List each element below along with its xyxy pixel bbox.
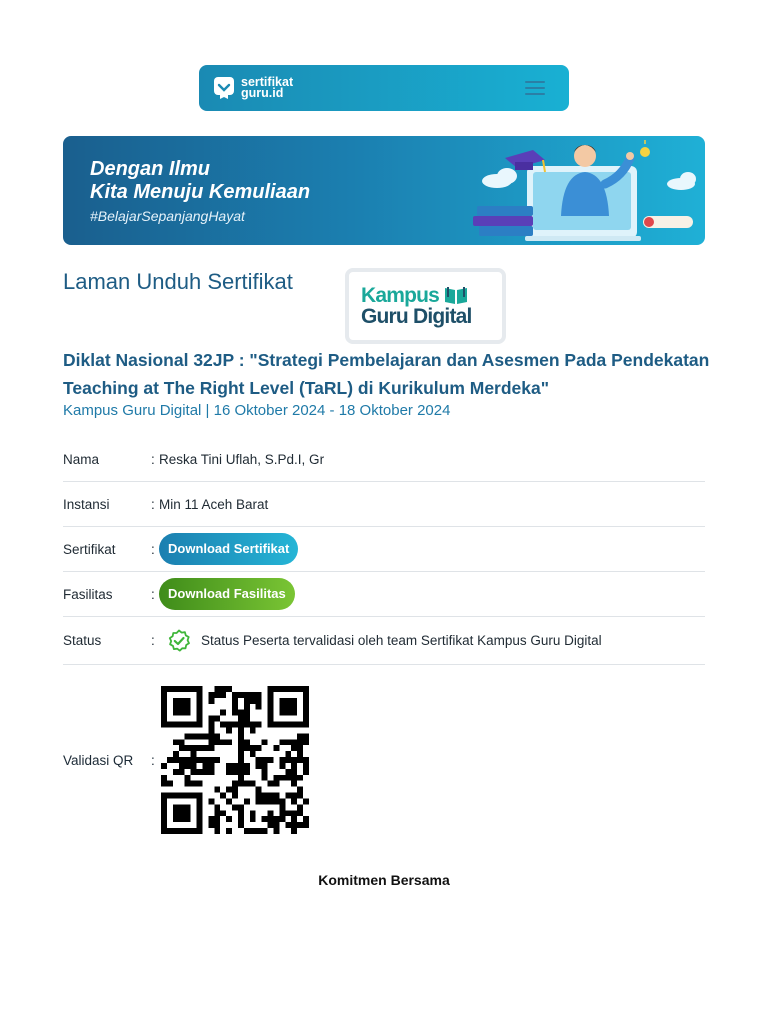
banner-hashtag: #BelajarSepanjangHayat (90, 208, 245, 224)
nama-label: Nama (63, 452, 100, 467)
detail-row-nama (63, 438, 705, 482)
instansi-value: Min 11 Aceh Barat (159, 496, 269, 512)
page-title: Laman Unduh Sertifikat (63, 269, 293, 294)
colon: : (151, 633, 155, 648)
instansi-label: Instansi (63, 496, 110, 512)
detail-row-instansi (63, 482, 705, 527)
top-navbar (199, 65, 569, 111)
fasilitas-label: Fasilitas (63, 586, 113, 602)
validation-qr-code[interactable] (157, 686, 313, 834)
download-sertifikat-button[interactable]: Download Sertifikat (159, 533, 298, 565)
qr-label: Validasi QR (63, 752, 134, 768)
logo-line1: sertifikat (241, 75, 294, 89)
course-title: Diklat Nasional 32JP : "Strategi Pembelajaran dan Asesmen Pada Pendekatan Teaching at The Right Level (TaRL) di Kurikulum Merdeka" (63, 350, 710, 398)
status-label: Status (63, 633, 102, 648)
colon: : (151, 541, 155, 557)
certificate-icon (213, 76, 235, 100)
banner-line2: Kita Menuju Kemuliaan (90, 181, 311, 203)
colon: : (151, 586, 155, 602)
status-value: Status Peserta tervalidasi oleh team Sertifikat Kampus Guru Digital (201, 633, 602, 648)
site-logo[interactable] (213, 76, 293, 100)
teacher-illustration (455, 136, 705, 245)
book-icon (443, 285, 469, 305)
course-meta: Kampus Guru Digital | 16 Oktober 2024 - 18 Oktober 2024 (63, 402, 451, 419)
partner-logo-line2: Guru Digital (361, 304, 472, 328)
menu-icon[interactable] (525, 81, 545, 95)
qr-validation-row (63, 686, 313, 834)
detail-row-fasilitas (63, 572, 705, 617)
verified-check-icon (167, 629, 191, 653)
kampus-guru-digital-logo (345, 268, 506, 344)
banner-line1: Dengan Ilmu (90, 158, 211, 180)
detail-row-status (63, 617, 705, 665)
logo-line2: guru.id (241, 86, 284, 100)
colon: : (151, 452, 155, 467)
colon: : (151, 496, 155, 512)
detail-row-sertifikat (63, 527, 705, 572)
download-fasilitas-button[interactable]: Download Fasilitas (159, 578, 295, 610)
nama-value: Reska Tini Uflah, S.Pd.I, Gr (159, 452, 325, 467)
sertifikat-label: Sertifikat (63, 541, 116, 557)
footer-note: Komitmen Bersama (318, 872, 450, 888)
hero-banner (63, 136, 705, 245)
participant-details (63, 438, 705, 665)
colon: : (151, 752, 155, 768)
partner-logo-line1: Kampus (361, 283, 440, 307)
